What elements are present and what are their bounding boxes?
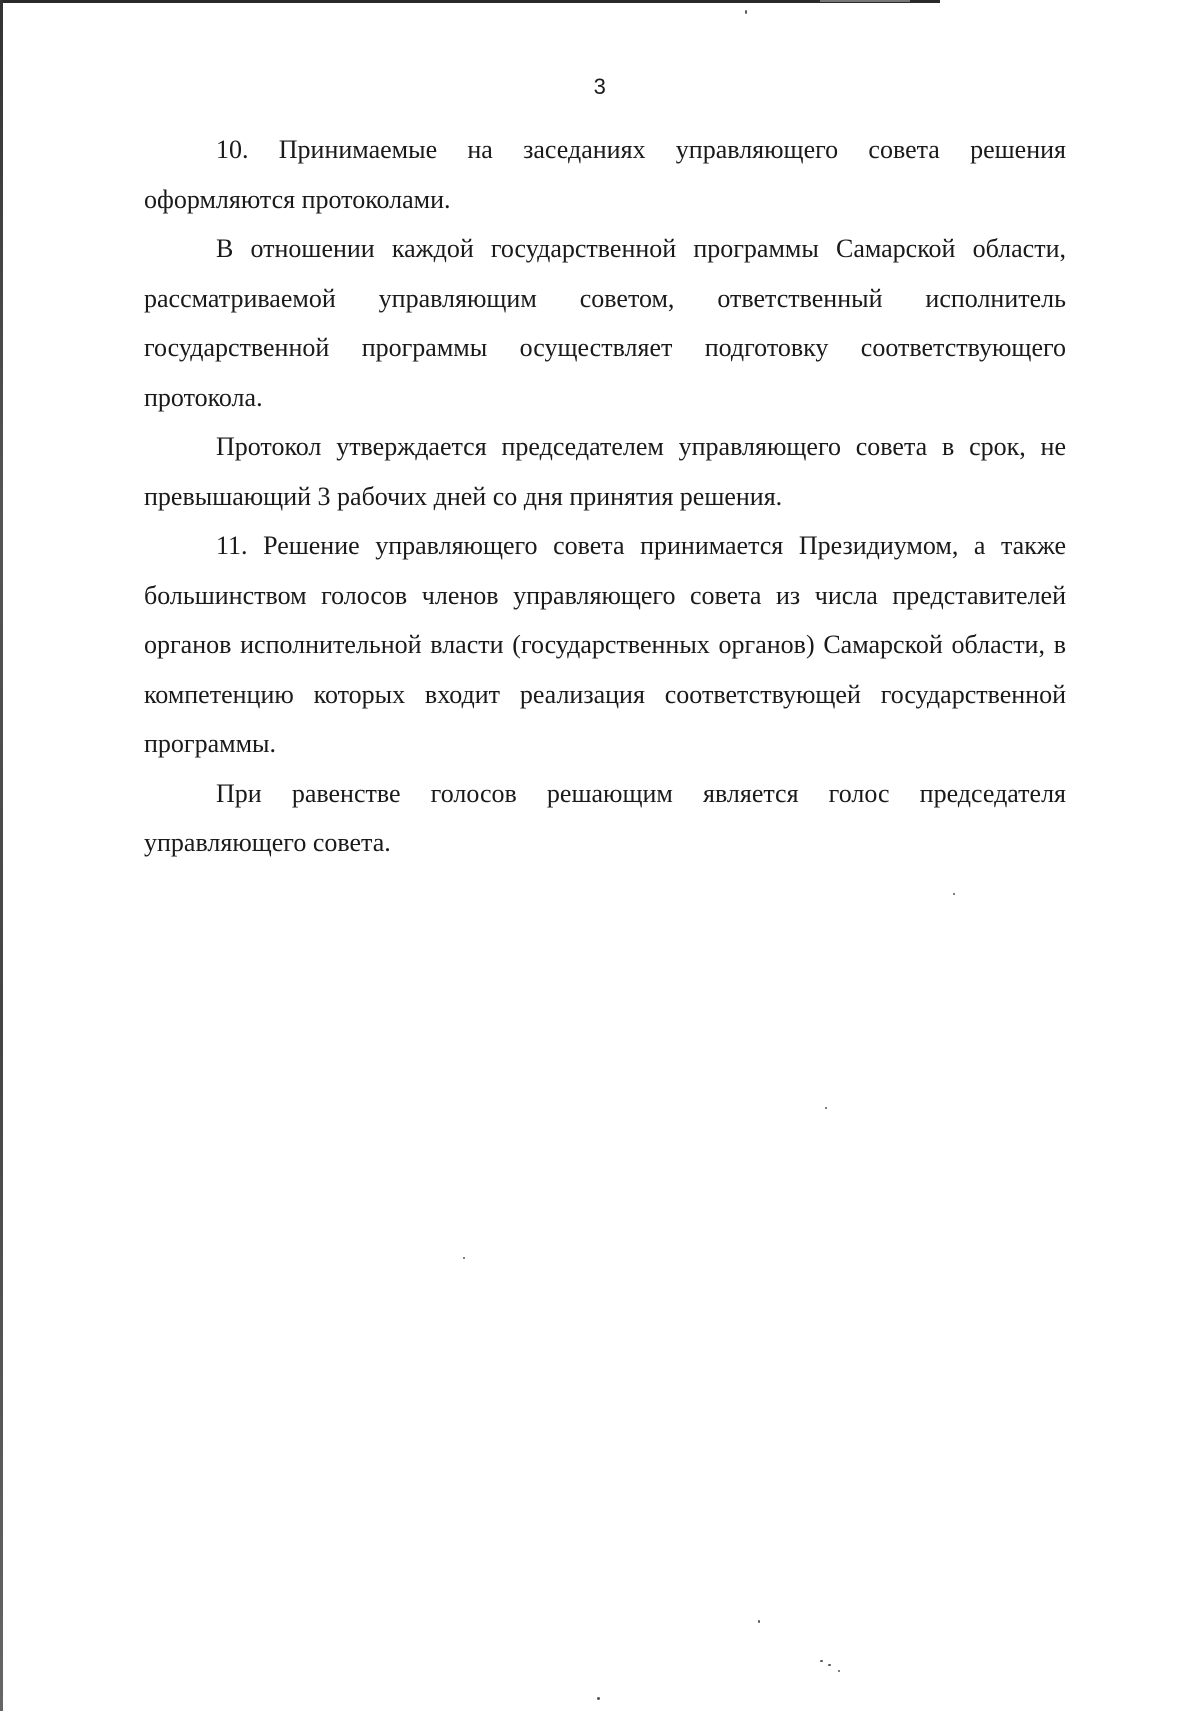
document-body [144,125,1066,868]
paragraph-protocol-approval: Протокол утверждается председателем управляющего совета в срок, не превышающий 3 рабочих дней со дня принятия решения. [144,432,1066,511]
paragraph-tie-vote: При равенстве голосов решающим является голос председателя управляющего совета. [144,778,1066,857]
scan-speck [828,1664,831,1666]
scan-speck [745,10,747,14]
scan-speck [825,1107,827,1109]
page-number: 3 [593,74,607,99]
scan-speck [463,1257,465,1259]
scan-speck [597,1697,600,1700]
paragraph-item-10: 10. Принимаемые на заседаниях управляющего совета решения оформляются протоколами. [144,135,1066,214]
paragraph-protocol-preparation: В отношении каждой государственной программы Самарской области, рассматриваемой управляющим советом, ответственный исполнитель государственной программы осуществляет подготовку соответствующего протокола. [144,234,1066,412]
scan-speck [758,1620,760,1623]
scan-edge-left [0,0,3,1711]
scan-speck [838,1670,840,1672]
paragraph-item-11: 11. Решение управляющего совета принимается Президиумом, а также большинством голосов членов управляющего совета из числа представителей органов исполнительной власти (государственных органов) Самарской области, в компетенцию которых входит реализация соответствующей государственной программы. [144,531,1066,758]
scan-edge-top-mark [820,0,910,2]
scan-speck [953,893,955,895]
scan-speck [820,1660,823,1662]
scan-edge-top [0,0,940,3]
